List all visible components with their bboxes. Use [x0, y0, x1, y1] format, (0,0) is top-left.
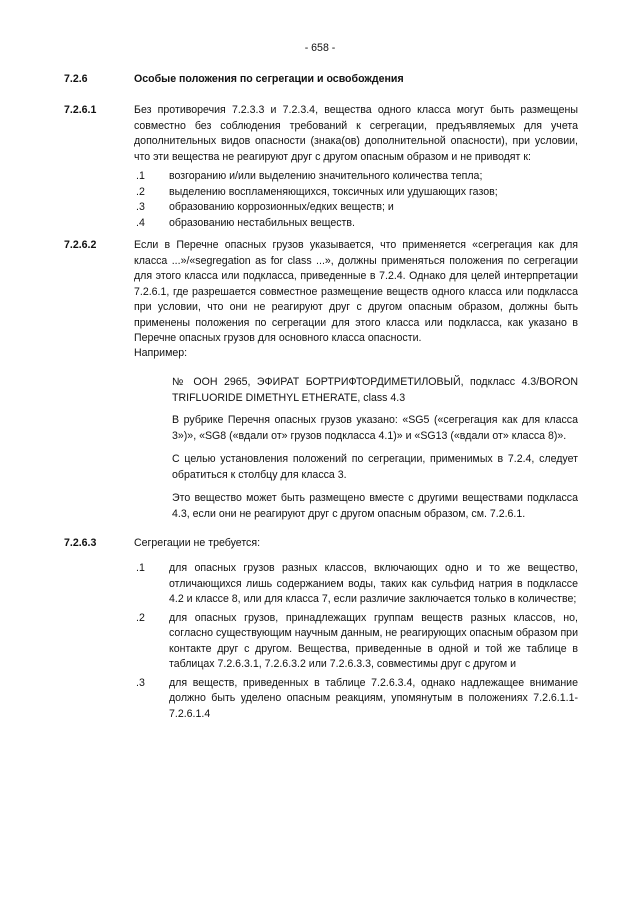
- item-marker: .1: [136, 562, 145, 574]
- item-text: для опасных грузов разных классов, включающих одно и то же вещество, отличающихся лишь содержанием воды, таких как сульфид натрия в подклассе 4.2 и классе 8, или для класса 7, если различие заключается только в количестве;: [169, 562, 578, 605]
- section-7-2-6-1: [64, 103, 578, 165]
- section-number: 7.2.6.2: [64, 239, 97, 251]
- item-marker: .3: [136, 201, 145, 213]
- page-number: - 658 -: [304, 42, 336, 54]
- example-block: [172, 452, 578, 483]
- section-7-2-6-3: [64, 536, 578, 552]
- item-marker: .2: [136, 185, 145, 198]
- example-label: Например:: [134, 347, 188, 359]
- example-block: [172, 491, 578, 522]
- item-marker: .4: [136, 216, 145, 229]
- item-marker: .2: [136, 611, 145, 624]
- paragraph: Если в Перечне опасных грузов указывается, что применяется «сегрегация как для класса ...»/«segregation as for class ...», должны применяться положения по сегрегации для этого класса или подкласса, приведенные в 7.2.4. Однако для целей интерпретации 7.2.6.1, где разрешается совместное размещение веществ одного класса или подкласса при условии, что они не реагируют друг с другом опасным образом, должны быть применены положения по сегрегации для этого класса или подкласса, как указано в Перечне опасных грузов для основного класса опасности.: [134, 239, 578, 344]
- paragraph: Сегрегации не требуется:: [134, 537, 261, 549]
- example-label-row: [64, 346, 578, 362]
- list-item: [134, 611, 578, 673]
- section-number: 7.2.6.3: [64, 537, 97, 549]
- section-title: Особые положения по сегрегации и освобождения: [134, 73, 404, 85]
- example-paragraph: № ООН 2965, ЭФИРАТ БОРТРИФТОРДИМЕТИЛОВЫЙ, подкласс 4.3/BORON TRIFLUORIDE DIMETHYL ETHERATE, class 4.3: [172, 376, 578, 404]
- example-paragraph: В рубрике Перечня опасных грузов указано: «SG5 («сегрегация как для класса 3»)», «SG8 («вдали от» грузов подкласса 4.1)» и «SG13 («вдали от» класса 8)».: [172, 414, 578, 442]
- list-item: [134, 561, 578, 608]
- section-7-2-6: [64, 72, 578, 88]
- item-text: выделению воспламеняющихся, токсичных или удушающих газов;: [169, 185, 498, 198]
- list-item: [134, 169, 578, 185]
- item-text: для опасных грузов, принадлежащих группам веществ разных классов, но, согласно существующим научным данным, не реагирующих опасным образом при контакте друг с другом. Вещества, приведенные в одной и той же таблице в таблицах 7.2.6.3.1, 7.2.6.3.2 или 7.2.6.3.3, совместимы друг с другом и: [169, 611, 578, 670]
- section-number: 7.2.6.1: [64, 104, 97, 116]
- item-text: возгоранию и/или выделению значительного количества тепла;: [169, 170, 483, 182]
- list-item: [134, 185, 578, 201]
- item-marker: .3: [136, 676, 145, 689]
- section-number: 7.2.6: [64, 73, 88, 85]
- example-paragraph: С целью установления положений по сегрегации, применимых в 7.2.4, следует обратиться к столбцу для класса 3.: [172, 453, 578, 481]
- paragraph: Без противоречия 7.2.3.3 и 7.2.3.4, вещества одного класса могут быть размещены совместно без соблюдения требований к сегрегации, предъявляемых для учета дополнительных видов опасности (знака(ов) дополнительной опасности), при условии, что эти вещества не реагируют друг с другом опасным образом и не приводят к:: [134, 104, 578, 163]
- example-block: [172, 375, 578, 406]
- item-text: образованию нестабильных веществ.: [169, 216, 355, 229]
- example-block: [172, 413, 578, 444]
- list-7-2-6-3: [134, 561, 578, 722]
- list-item: [134, 676, 578, 723]
- item-marker: .1: [136, 170, 145, 182]
- item-text: образованию коррозионных/едких веществ; и: [169, 201, 394, 213]
- list-item: [134, 200, 578, 216]
- item-text: для веществ, приведенных в таблице 7.2.6.3.4, однако надлежащее внимание должно быть уделено опасным реакциям, упомянутым в положениях 7.2.6.1.1-7.2.6.1.4: [169, 676, 578, 720]
- section-7-2-6-2: [64, 238, 578, 347]
- list-item: [134, 216, 578, 232]
- list-7-2-6-1: [134, 169, 578, 231]
- example-paragraph: Это вещество может быть размещено вместе с другими веществами подкласса 4.3, если они не реагируют друг с другом опасным образом, см. 7.2.6.1.: [172, 492, 578, 520]
